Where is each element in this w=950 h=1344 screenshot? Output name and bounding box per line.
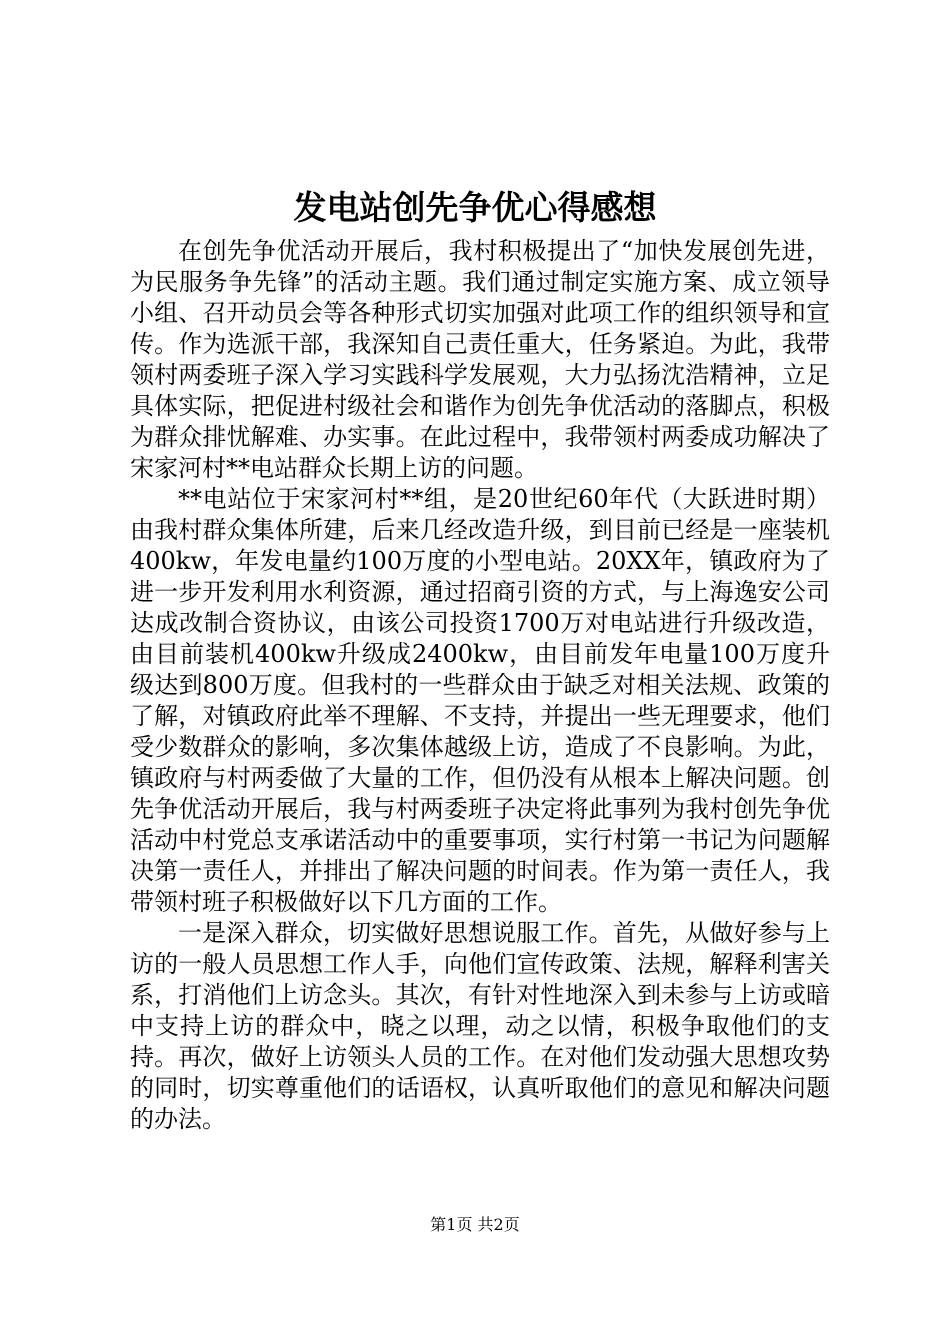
page-number-footer: 第1页 共2页 bbox=[430, 1215, 520, 1234]
document-title: 发电站创先争优心得感想 bbox=[293, 188, 657, 227]
body-paragraph: **电站位于宋家河村**组，是20世纪60年代（大跃进时期）由我村群众集体所建，后来几经改造升级，到目前已经是一座装机400kw，年发电量约100万度的小型电站。20XX年，镇政府为了进一步开发利用水利资源，通过招商引资的方式，与上海逸安公司达成改制合资协议，由该公司投资1700万对电站进行升级改造，由目前装机400kw升级成2400kw，由目前发年电量100万度升级达到800万度。但我村的一些群众由于缺乏对相关法规、政策的了解，对镇政府此举不理解、不支持，并提出一些无理要求，他们受少数群众的影响，多次集体越级上访，造成了不良影响。为此，镇政府与村两委做了大量的工作，但仍没有从根本上解决问题。创先争优活动开展后，我与村两委班子决定将此事列为我村创先争优活动中村党总支承诺活动中的重要事项，实行村第一书记为问题解决第一责任人，并排出了解决问题的时间表。作为第一责任人，我带领村班子积极做好以下几方面的工作。 bbox=[130, 485, 830, 916]
document-body bbox=[130, 236, 830, 1135]
body-paragraph: 在创先争优活动开展后，我村积极提出了“加快发展创先进，为民服务争先锋”的活动主题。我们通过制定实施方案、成立领导小组、召开动员会等各种形式切实加强对此项工作的组织领导和宣传。作为选派干部，我深知自己责任重大，任务紧迫。为此，我带领村两委班子深入学习实践科学发展观，大力弘扬沈浩精神，立足具体实际，把促进村级社会和谐作为创先争优活动的落脚点，积极为群众排忧解难、办实事。在此过程中，我带领村两委成功解决了宋家河村**电站群众长期上访的问题。 bbox=[130, 237, 830, 482]
body-paragraph: 一是深入群众，切实做好思想说服工作。首先，从做好参与上访的一般人员思想工作人手，向他们宣传政策、法规，解释利害关系，打消他们上访念头。其次，有针对性地深入到未参与上访或暗中支持上访的群众中，晓之以理，动之以情，积极争取他们的支持。再次，做好上访领头人员的工作。在对他们发动强大思想攻势的同时，切实尊重他们的话语权，认真听取他们的意见和解决问题的办法。 bbox=[130, 919, 830, 1133]
